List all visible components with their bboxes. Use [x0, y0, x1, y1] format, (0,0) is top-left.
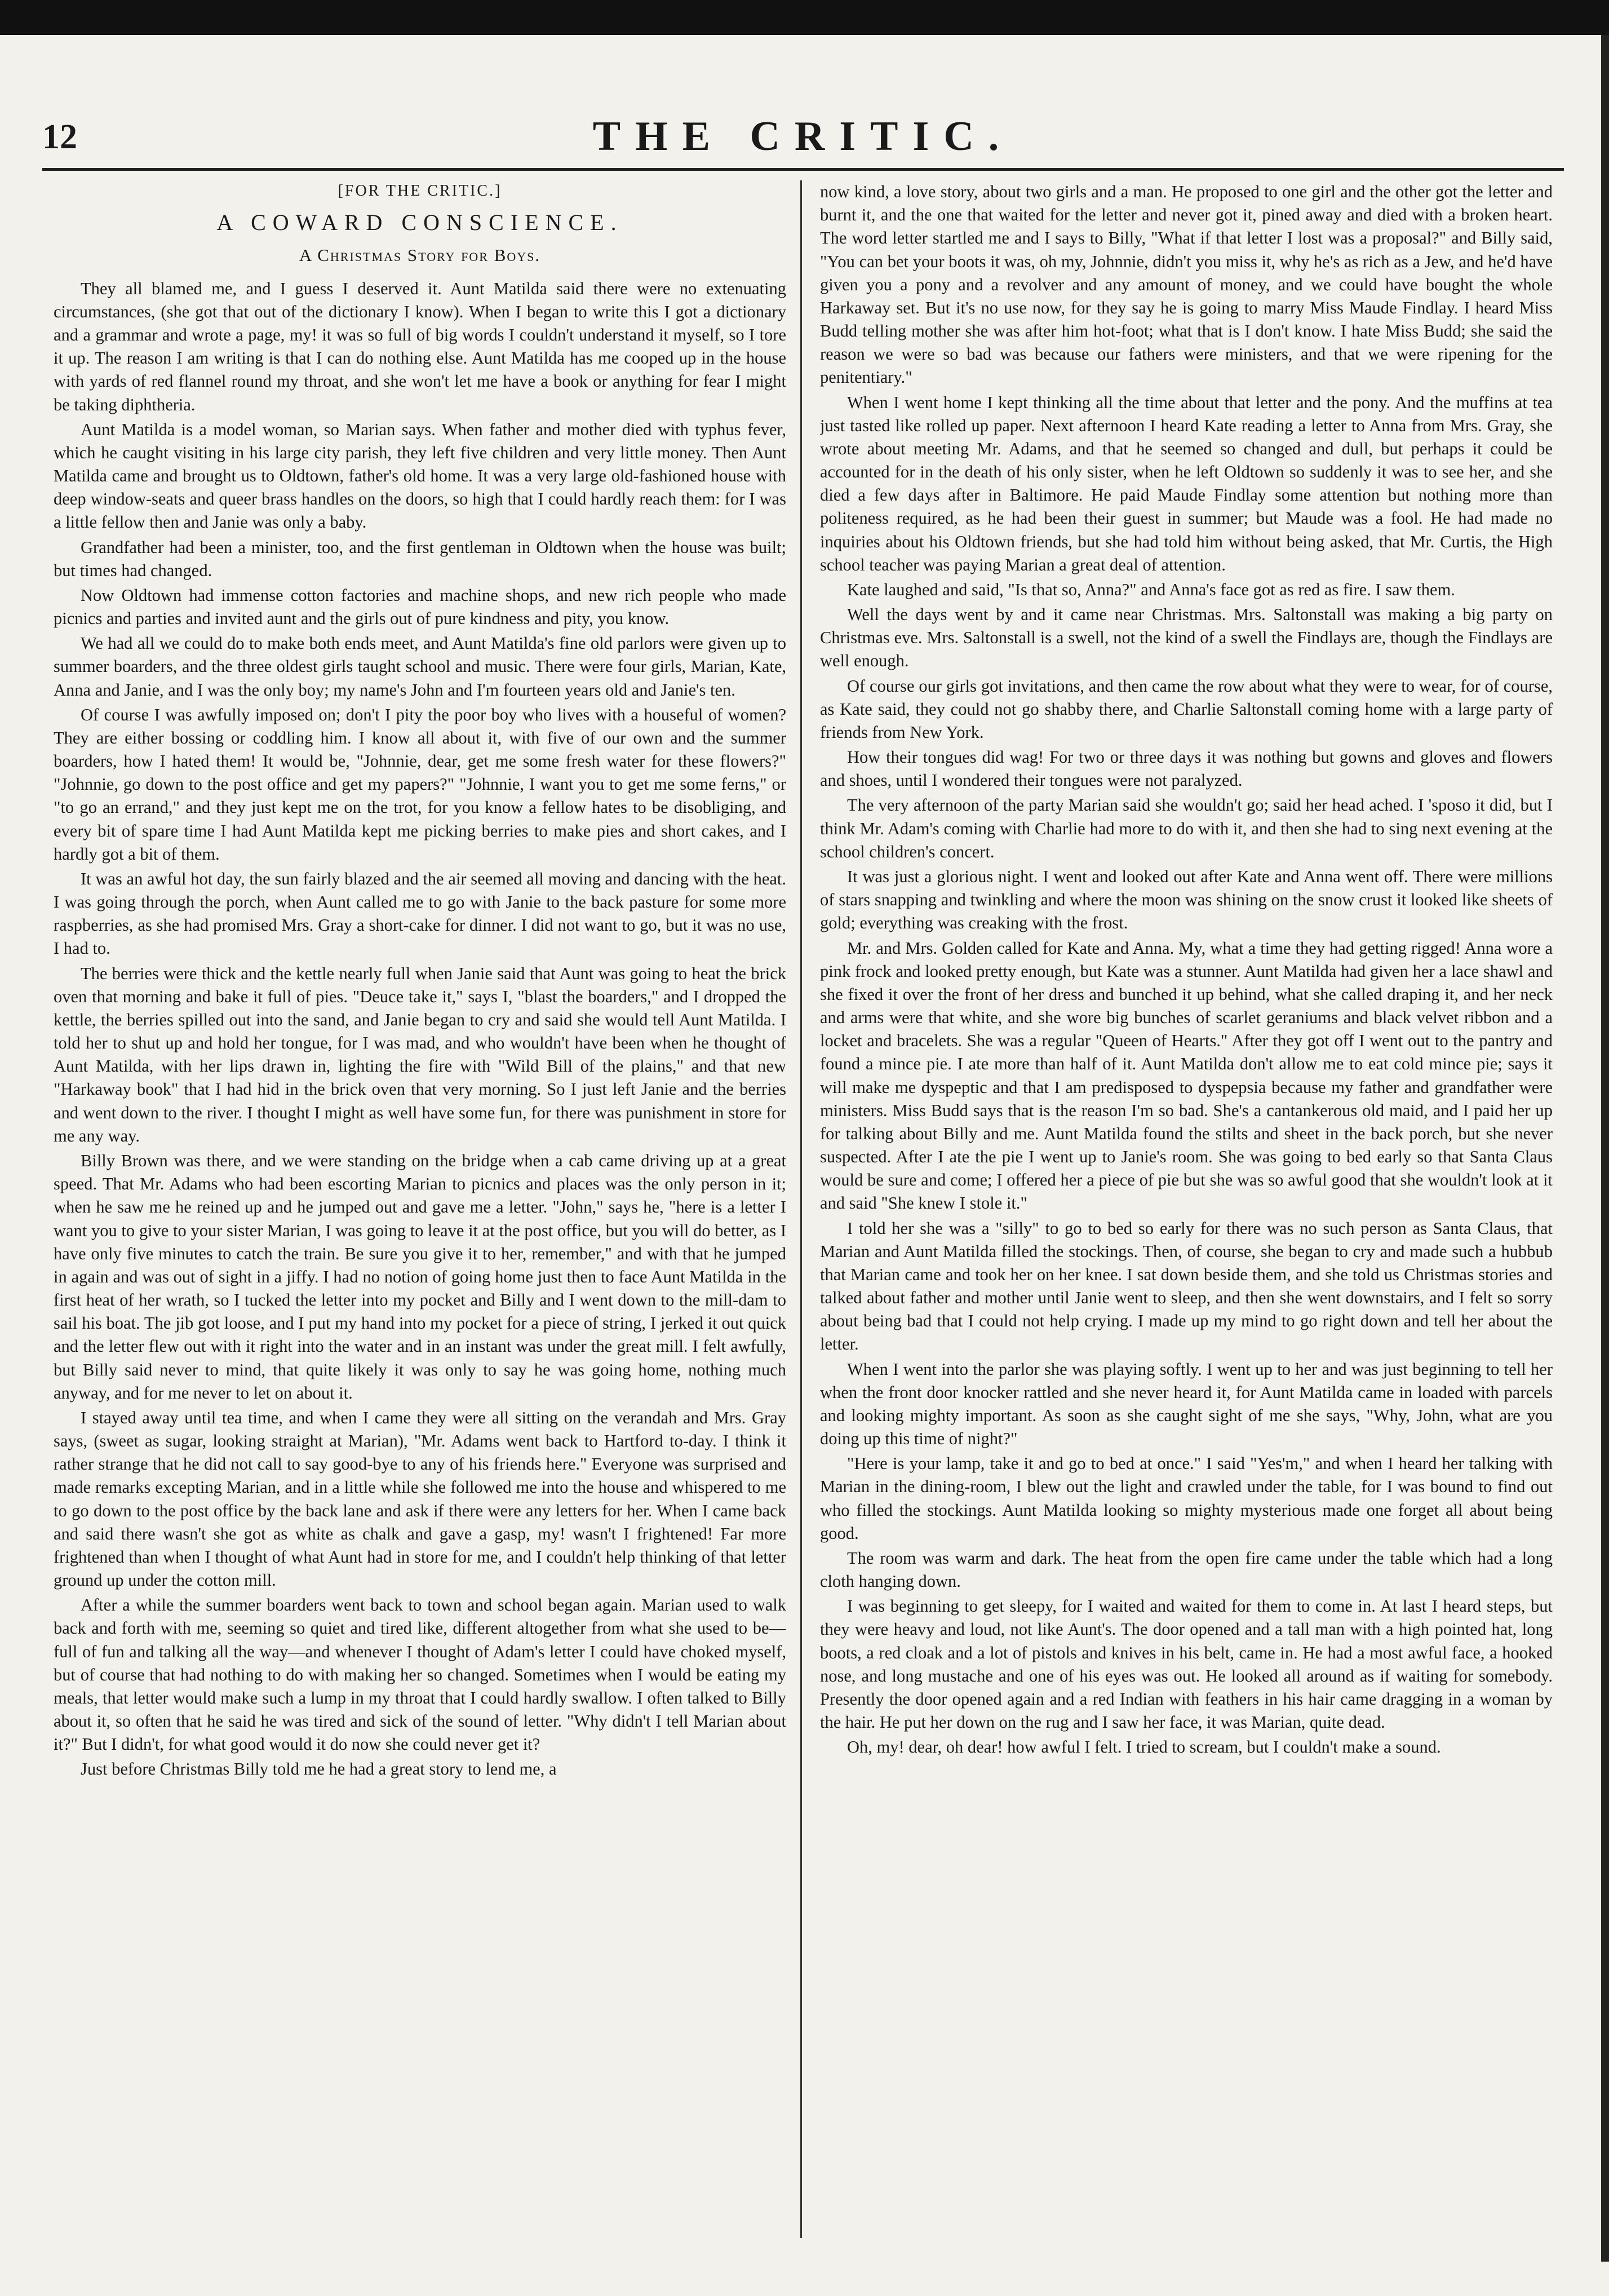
- paragraph: Of course I was awfully imposed on; don't I pity the poor boy who lives with a houseful of women? They are either bossing or coddling him. I know all about it, with five of our own and the summer boarders, how I hated them! It would be, "Johnnie, dear, get me some fresh water for these flowers?" "Johnnie, go down to the post office and get my papers?" "Johnnie, I want you to get me some ferns," or "to go an errand," and they just kept me on the trot, for you know a fellow hates to be disobliging, and every bit of spare time I had Aunt Matilda kept me picking berries to make pies and short cakes, and I hardly got a bit of them.: [54, 705, 786, 864]
- paragraph: I was beginning to get sleepy, for I waited and waited for them to come in. At last I heard steps, but they were heavy and loud, not like Aunt's. The door opened and a tall man with a high pointed hat, long boots, a red cloak and a lot of pistols and knives in his belt, came in. He had a most awful face, a hooked nose, and long mustache and one of his eyes was out. He looked all around as if waiting for somebody. Presently the door opened again and a red Indian with feathers in his hair came dragging in a woman by the hair. He put her down on the rug and I saw her face, it was Marian, quite dead.: [820, 1596, 1553, 1732]
- paragraph: Billy Brown was there, and we were standing on the bridge when a cab came driving up at a great speed. That Mr. Adams who had been escorting Marian to picnics and places was the only person in it; when he saw me he reined up and he jumped out and gave me a letter. "John," says he, "here is a letter I want you to give to your sister Marian, I was going to leave it at the post office, but you will do better, as I have only five minutes to catch the train. Be sure you give it to her, remember," and with that he jumped in again and was out of sight in a jiffy. I had no notion of going home just then to face Aunt Matilda in the first heat of her wrath, so I tucked the letter into my pocket and Billy and I went down to the mill-dam to sail his boat. The jib got loose, and I put my hand into my pocket for a piece of string, I jerked it out quick and the letter flew out with it right into the water and in an instant was under the great mill. I felt awfully, but Billy said never to mind, that quite likely it was only to say he was going home, nothing much anyway, and for me never to let on about it.: [54, 1151, 786, 1403]
- paragraph: They all blamed me, and I guess I deserved it. Aunt Matilda said there were no extenuating circumstances, (she got that out of the dictionary I know). When I began to write this I got a dictionary and a grammar and wrote a page, my! it was so full of big words I couldn't understand it myself, so I tore it up. The reason I am writing is that I can do nothing else. Aunt Matilda has me cooped up in the house with yards of red flannel round my throat, and she won't let me have a book or anything for fear I might be taking diphtheria.: [54, 278, 786, 414]
- paragraph: When I went into the parlor she was playing softly. I went up to her and was just beginning to tell her when the front door knocker rattled and she never heard it, for Aunt Matilda came in loaded with parcels and looking mighty important. As soon as she caught sight of me she says, "Why, John, what are you doing up this time of night?": [820, 1359, 1553, 1449]
- paragraph: Aunt Matilda is a model woman, so Marian says. When father and mother died with typhus fever, which he caught visiting in his large city parish, they left five children and very little money. Then Aunt Matilda came and brought us to Oldtown, father's old home. It was a very large old-fashioned house with deep window-seats and queer brass handles on the doors, so high that I could hardly reach them: for I was a little fellow then and Janie was only a baby.: [54, 419, 786, 532]
- page-header: [42, 113, 1564, 166]
- paragraph: It was an awful hot day, the sun fairly blazed and the air seemed all moving and dancing with the heat. I was going through the porch, when Aunt called me to go with Janie to the back pasture for some more raspberries, as she had promised Mrs. Gray a short-cake for dinner. I did not want to go, but it was no use, I had to.: [54, 869, 786, 958]
- left-column: [54, 180, 786, 2266]
- page-number: 12: [42, 118, 77, 156]
- paragraph: I stayed away until tea time, and when I came they were all sitting on the verandah and Mrs. Gray says, (sweet as sugar, looking straight at Marian), "Mr. Adams went back to Hartford to-day. I think it rather strange that he did not call to say good-bye to any of his friends here." Everyone was surprised and made remarks excepting Marian, and in a little while she followed me into the house and whispered to me to go down to the post office by the back lane and ask if there were any letters for her. When I came back and said there wasn't she got as white as chalk and gave a gasp, my! wasn't I frightened! Far more frightened than when I thought of what Aunt had in store for me, and I couldn't help thinking of that letter ground up under the cotton mill.: [54, 1408, 786, 1590]
- paragraph: Kate laughed and said, "Is that so, Anna?" and Anna's face got as red as fire. I saw them.: [847, 579, 1455, 599]
- paragraph: The room was warm and dark. The heat from the open fire came under the table which had a long cloth hanging down.: [820, 1548, 1553, 1591]
- paragraph: It was just a glorious night. I went and looked out after Kate and Anna went off. There were millions of stars snapping and twinkling and where the moon was shining on the snow crust it looked like sheets of gold; everything was creaking with the frost.: [820, 866, 1553, 933]
- story-attribution: [FOR THE CRITIC.]: [338, 182, 502, 200]
- paragraph: Now Oldtown had immense cotton factories and machine shops, and new rich people who made picnics and parties and invited aunt and the girls out of pure kindness and pity, you know.: [54, 585, 786, 629]
- paragraph: Mr. and Mrs. Golden called for Kate and Anna. My, what a time they had getting rigged! Anna wore a pink frock and looked pretty enough, but Kate was a stunner. Aunt Matilda had given her a lace shawl and she fixed it over the front of her dress and bunched it up behind, what she called draping it, and her neck and arms were that white, and she wore big bunches of scarlet geraniums and black velvet ribbon and a locket and bracelets. She was a regular "Queen of Hearts." After they got off I went out to the pantry and found a mince pie. I ate more than half of it. Aunt Matilda don't allow me to eat cold mince pie; says it will make me dyspeptic and that I am predisposed to dyspepsia because my father and grandfather were ministers. Miss Budd says that is the reason I'm so bad. She's a cantankerous old maid, and I paid her up for talking about Billy and me. Aunt Matilda found the stilts and sheet in the back porch, but she never suspected. After I ate the pie I went up to Janie's room. She was going to bed early so that Santa Claus would be sure and come; I offered her a piece of pie but she was so awful good that she wouldn't look at it and said "She knew I stole it.": [820, 938, 1553, 1213]
- paragraph: The very afternoon of the party Marian said she wouldn't go; said her head ached. I 'sposo it did, but I think Mr. Adam's coming with Charlie had more to do with it, and then she had to sing next evening at the school children's concert.: [820, 795, 1553, 861]
- paragraph: I told her she was a "silly" to go to bed so early for there was no such person as Santa Claus, that Marian and Aunt Matilda filled the stockings. Then, of course, she began to cry and made such a hubbub that Marian came and took her on her knee. I sat down beside them, and she told us Christmas stories and talked about father and mother until Janie went to sleep, and then she went downstairs, and I felt so sorry about being bad that I could not help crying. I made up my mind to go right down and tell her about the letter.: [820, 1218, 1553, 1354]
- paragraph: How their tongues did wag! For two or three days it was nothing but gowns and gloves and flowers and shoes, until I wondered their tongues were not paralyzed.: [820, 747, 1553, 790]
- right-border-rule: [1601, 35, 1609, 2262]
- right-column: [820, 180, 1553, 2266]
- paragraph: now kind, a love story, about two girls and a man. He proposed to one girl and the other got the letter and burnt it, and the one that waited for the letter and never got it, pined away and died with a broken heart. The word letter startled me and I says to Billy, "What if that letter I lost was a proposal?" and Billy said, "You can bet your boots it was, oh my, Johnnie, didn't you miss it, why he's as rich as a Jew, and he'd have given you a pony and a revolver and any amount of money, and we could have bought the whole Harkaway set. But it's no use now, for they say he is going to marry Miss Maude Findlay. I heard Miss Budd telling mother she was after him hot-foot; what that is I don't know. I hate Miss Budd; she said the reason we were so bad was because our fathers were ministers, and that we were ripening for the penitentiary.": [820, 182, 1553, 387]
- paragraph: Grandfather had been a minister, too, and the first gentleman in Oldtown when the house was built; but times had changed.: [54, 537, 786, 580]
- header-rule: [42, 168, 1564, 171]
- top-border-rule: [0, 0, 1609, 35]
- paragraph: "Here is your lamp, take it and go to bed at once." I said "Yes'm," and when I heard her talking with Marian in the dining-room, I blew out the light and crawled under the table, for I was bound to find out who filled the stockings. Aunt Matilda looking so mighty mysterious made one forget all about being good.: [820, 1454, 1553, 1543]
- paragraph: Well the days went by and it came near Christmas. Mrs. Saltonstall was making a big party on Christmas eve. Mrs. Saltonstall is a swell, not the kind of a swell the Findlays are, though the Findlays are well enough.: [820, 605, 1553, 671]
- column-divider: [800, 180, 802, 2238]
- paragraph: We had all we could do to make both ends meet, and Aunt Matilda's fine old parlors were given up to summer boarders, and the three oldest girls taught school and music. There were four girls, Marian, Kate, Anna and Janie, and I was the only boy; my name's John and I'm fourteen years old and Janie's ten.: [54, 634, 786, 700]
- paragraph: Oh, my! dear, oh dear! how awful I felt. I tried to scream, but I couldn't make a sound.: [847, 1737, 1441, 1757]
- paragraph: The berries were thick and the kettle nearly full when Janie said that Aunt was going to heat the brick oven that morning and bake it full of pies. "Deuce take it," says I, "blast the boarders," and I dropped the kettle, the berries spilled out into the sand, and Janie began to cry and said she would tell Aunt Matilda. I told her to shut up and hold her tongue, for I was mad, and who wouldn't have been when he thought of Aunt Matilda, with her lips drawn in, lighting the fire with "Wild Bill of the plains," and that new "Harkaway book" that I had hid in the brick oven that very morning. So I just left Janie and the berries and went down to the river. I thought I might as well have some fun, for there was punishment in store for me any way.: [54, 963, 786, 1145]
- paragraph: Just before Christmas Billy told me he had a great story to lend me, a: [81, 1759, 557, 1779]
- story-title: A COWARD CONSCIENCE.: [216, 209, 623, 235]
- paragraph: After a while the summer boarders went back to town and school began again. Marian used to walk back and forth with me, seeming so quiet and tired like, different altogether from what she used to be—full of fun and talking all the way—and whenever I thought of Adam's letter I could have choked myself, but of course that had nothing to do with making her so changed. Sometimes when I would be eating my meals, that letter would make such a lump in my throat that I could hardly swallow. I often talked to Billy about it, so often that he said he was tired and sick of the sound of letter. "Why didn't I tell Marian about it?" But I didn't, for what good would it do now she could never get it?: [54, 1595, 786, 1754]
- masthead-title: THE CRITIC.: [592, 113, 1014, 160]
- story-subtitle: A Christmas Story for Boys.: [299, 245, 541, 265]
- paragraph: When I went home I kept thinking all the time about that letter and the pony. And the muffins at tea just tasted like rolled up paper. Next afternoon I heard Kate reading a letter to Anna from Mrs. Gray, she wrote about meeting Mr. Adams, and that he seemed so changed and dull, but perhaps it could be accounted for in the death of his only sister, when he left Oldtown so suddenly it was to see her, and she died a few days after in Baltimore. He paid Maude Findlay some attention but nothing more than politeness required, as he had been their guest in summer; but Maude was a fool. He had made no inquiries about his Oldtown friends, but she had told him without being asked, that Mr. Curtis, the High school teacher was paying Marian a great deal of attention.: [820, 392, 1553, 574]
- paragraph: Of course our girls got invitations, and then came the row about what they were to wear, for of course, as Kate said, they could not go shabby there, and Charlie Saltonstall coming home with a large party of friends from New York.: [820, 676, 1553, 742]
